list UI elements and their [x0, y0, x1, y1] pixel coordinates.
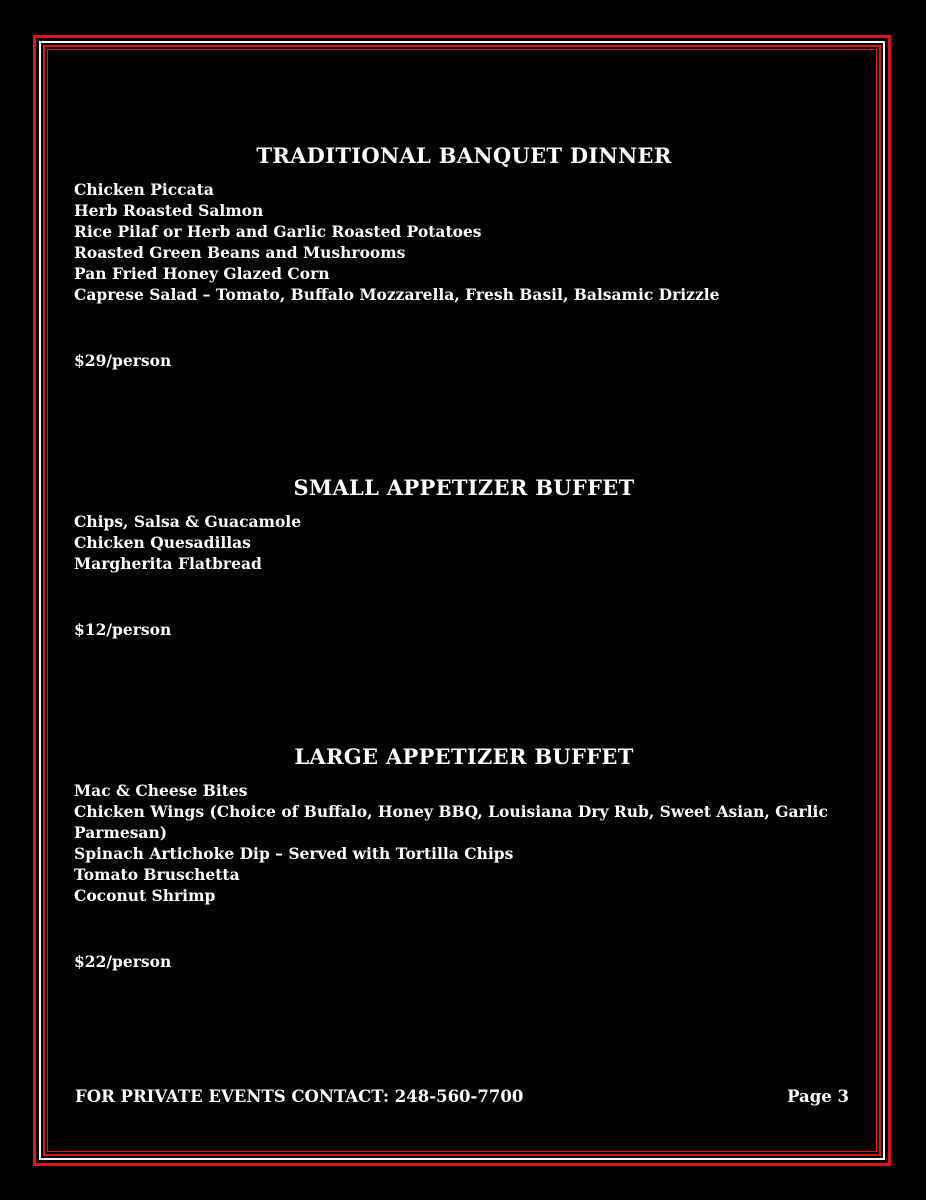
menu-item-list [74, 179, 854, 305]
menu-item: Mac & Cheese Bites [74, 781, 248, 800]
menu-item-list [74, 780, 854, 906]
section-title: TRADITIONAL BANQUET DINNER [256, 143, 672, 168]
menu-item: Spinach Artichoke Dip – Served with Tortilla Chips [74, 844, 514, 863]
menu-item: Chicken Wings (Choice of Buffalo, Honey BBQ, Louisiana Dry Rub, Sweet Asian, Garlic Parmesan) [74, 802, 828, 842]
menu-item-list [74, 511, 854, 574]
price-per-person: $22/person [74, 952, 172, 971]
section-title: LARGE APPETIZER BUFFET [294, 744, 634, 769]
menu-item: Tomato Bruschetta [74, 865, 240, 884]
menu-section-large-appetizer-buffet [74, 744, 854, 972]
price-per-person: $29/person [74, 351, 172, 370]
price-per-person: $12/person [74, 620, 172, 639]
menu-item: Roasted Green Beans and Mushrooms [74, 243, 406, 262]
menu-item: Caprese Salad – Tomato, Buffalo Mozzarella, Fresh Basil, Balsamic Drizzle [74, 285, 720, 304]
menu-item: Margherita Flatbread [74, 554, 262, 573]
menu-item: Chips, Salsa & Guacamole [74, 512, 302, 531]
section-title: SMALL APPETIZER BUFFET [293, 475, 635, 500]
menu-item: Chicken Piccata [74, 180, 214, 199]
menu-section-banquet-dinner [74, 143, 854, 371]
page-number: Page 3 [787, 1087, 849, 1106]
menu-item: Herb Roasted Salmon [74, 201, 264, 220]
menu-item: Coconut Shrimp [74, 886, 216, 905]
private-events-contact: FOR PRIVATE EVENTS CONTACT: 248-560-7700 [75, 1087, 524, 1106]
menu-item: Chicken Quesadillas [74, 533, 251, 552]
menu-item: Rice Pilaf or Herb and Garlic Roasted Potatoes [74, 222, 482, 241]
menu-item: Pan Fried Honey Glazed Corn [74, 264, 330, 283]
menu-section-small-appetizer-buffet [74, 475, 854, 640]
